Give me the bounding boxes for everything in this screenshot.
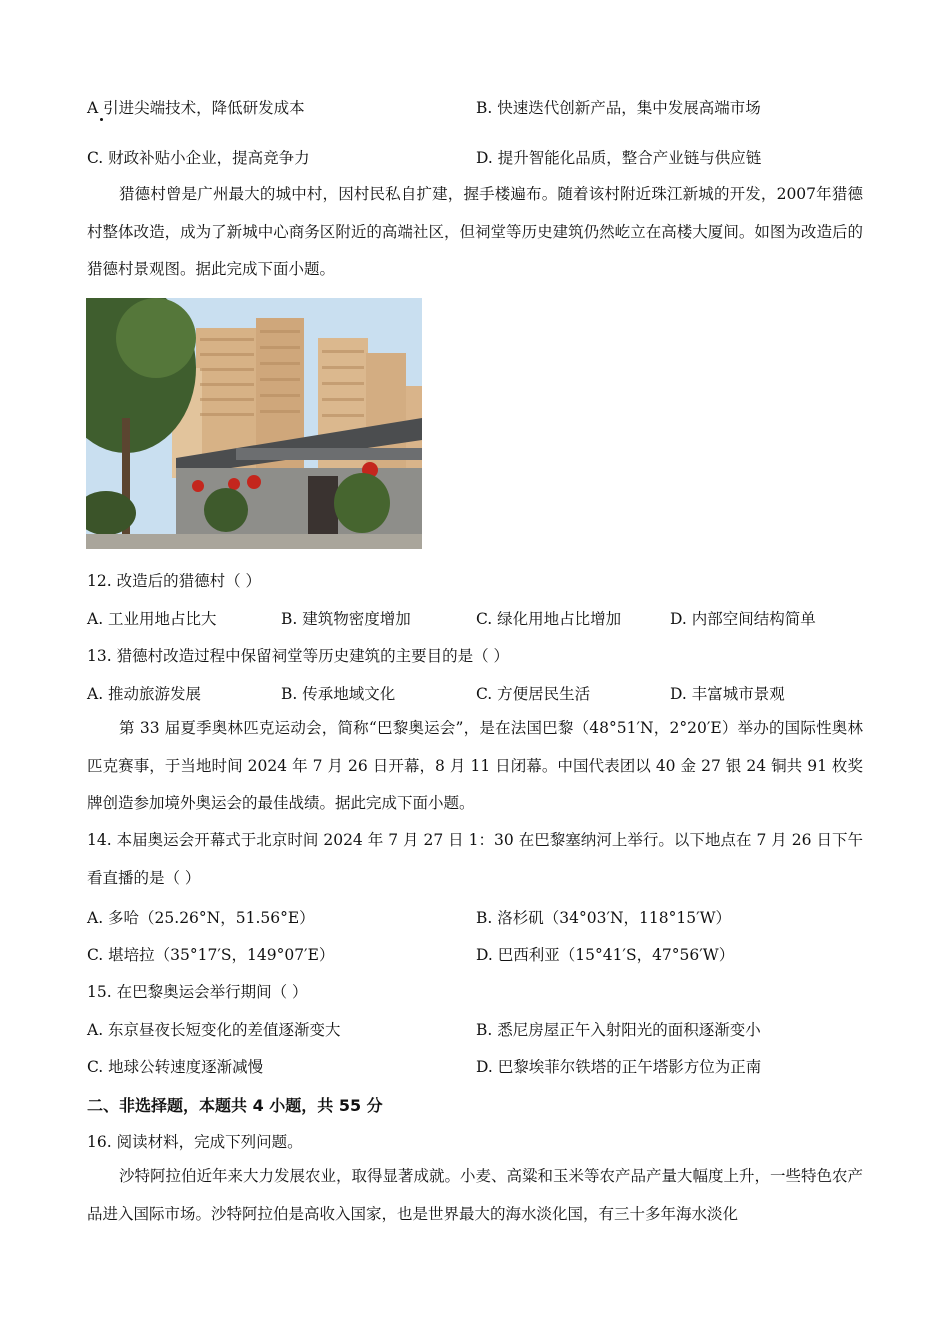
q11-option-b[interactable]: B. 快速迭代创新产品，集中发展高端市场 [476, 99, 761, 117]
q12-option-d[interactable]: D. 内部空间结构简单 [670, 610, 816, 628]
q14-stem: 14. 本届奥运会开幕式于北京时间 2024 年 7 月 27 日 1：30 在巴黎塞纳河上举行。以下地点在 7 月 26 日下午看直播的是（ ） [87, 831, 863, 887]
passage-olympics: 第 33 届夏季奥林匹克运动会，简称“巴黎奥运会”，是在法国巴黎（48°51′N，2°20′E）举办的国际性奥林匹克赛事，于当地时间 2024 年 7 月 26 日开幕，8 月 11 日闭幕。中国代表团以 40 金 27 银 24 铜共 91 枚奖牌创造参加境外奥运会的最佳战绩。据此完成下面小题。 [87, 719, 863, 812]
q14-option-b[interactable]: B. 洛杉矶（34°03′N，118°15′W） [476, 909, 732, 927]
q13-option-a[interactable]: A. 推动旅游发展 [87, 685, 202, 703]
q12-option-c[interactable]: C. 绿化用地占比增加 [476, 610, 622, 628]
q11-option-c[interactable]: C. 财政补贴小企业，提高竞争力 [87, 149, 310, 167]
q11-option-a[interactable]: A 引进尖端技术，降低研发成本 [87, 99, 305, 117]
q15-option-c[interactable]: C. 地球公转速度逐渐减慢 [87, 1058, 264, 1076]
q12-option-b[interactable]: B. 建筑物密度增加 [281, 610, 411, 628]
q16-passage: 沙特阿拉伯近年来大力发展农业，取得显著成就。小麦、高粱和玉米等农产品产量大幅度上升，一些特色农产品进入国际市场。沙特阿拉伯是高收入国家，也是世界最大的海水淡化国，有三十多年海水淡化 [87, 1167, 864, 1223]
q13-option-b[interactable]: B. 传承地域文化 [281, 685, 396, 703]
q13-option-d[interactable]: D. 丰富城市景观 [670, 685, 785, 703]
mark-dot [100, 118, 103, 121]
q15-option-a[interactable]: A. 东京昼夜长短变化的差值逐渐变大 [87, 1021, 341, 1039]
q15-stem: 15. 在巴黎奥运会举行期间（ ） [87, 983, 308, 1001]
q11-option-d[interactable]: D. 提升智能化品质，整合产业链与供应链 [476, 149, 762, 167]
q12-option-a[interactable]: A. 工业用地占比大 [87, 610, 217, 628]
q15-option-b[interactable]: B. 悉尼房屋正午入射阳光的面积逐渐变小 [476, 1021, 761, 1039]
q16-stem: 16. 阅读材料，完成下列问题。 [87, 1133, 303, 1151]
q12-stem: 12. 改造后的猎德村（ ） [87, 572, 262, 590]
passage-liede: 猎德村曾是广州最大的城中村，因村民私自扩建，握手楼遍布。随着该村附近珠江新城的开发，2007年猎德村整体改造，成为了新城中心商务区附近的高端社区，但祠堂等历史建筑仍然屹立在高楼大厦间。如图为改造后的猎德村景观图。据此完成下面小题。 [87, 185, 863, 278]
q14-option-a[interactable]: A. 多哈（25.26°N，51.56°E） [87, 909, 315, 927]
q13-stem: 13. 猎德村改造过程中保留祠堂等历史建筑的主要目的是（ ） [87, 647, 510, 665]
q15-option-d[interactable]: D. 巴黎埃菲尔铁塔的正午塔影方位为正南 [476, 1058, 762, 1076]
section-title: 二、非选择题，本题共 4 小题，共 55 分 [87, 1096, 383, 1115]
liede-village-photo [86, 298, 422, 549]
q13-option-c[interactable]: C. 方便居民生活 [476, 685, 591, 703]
q14-option-c[interactable]: C. 堪培拉（35°17′S，149°07′E） [87, 946, 335, 964]
q14-option-d[interactable]: D. 巴西利亚（15°41′S，47°56′W） [476, 946, 735, 964]
